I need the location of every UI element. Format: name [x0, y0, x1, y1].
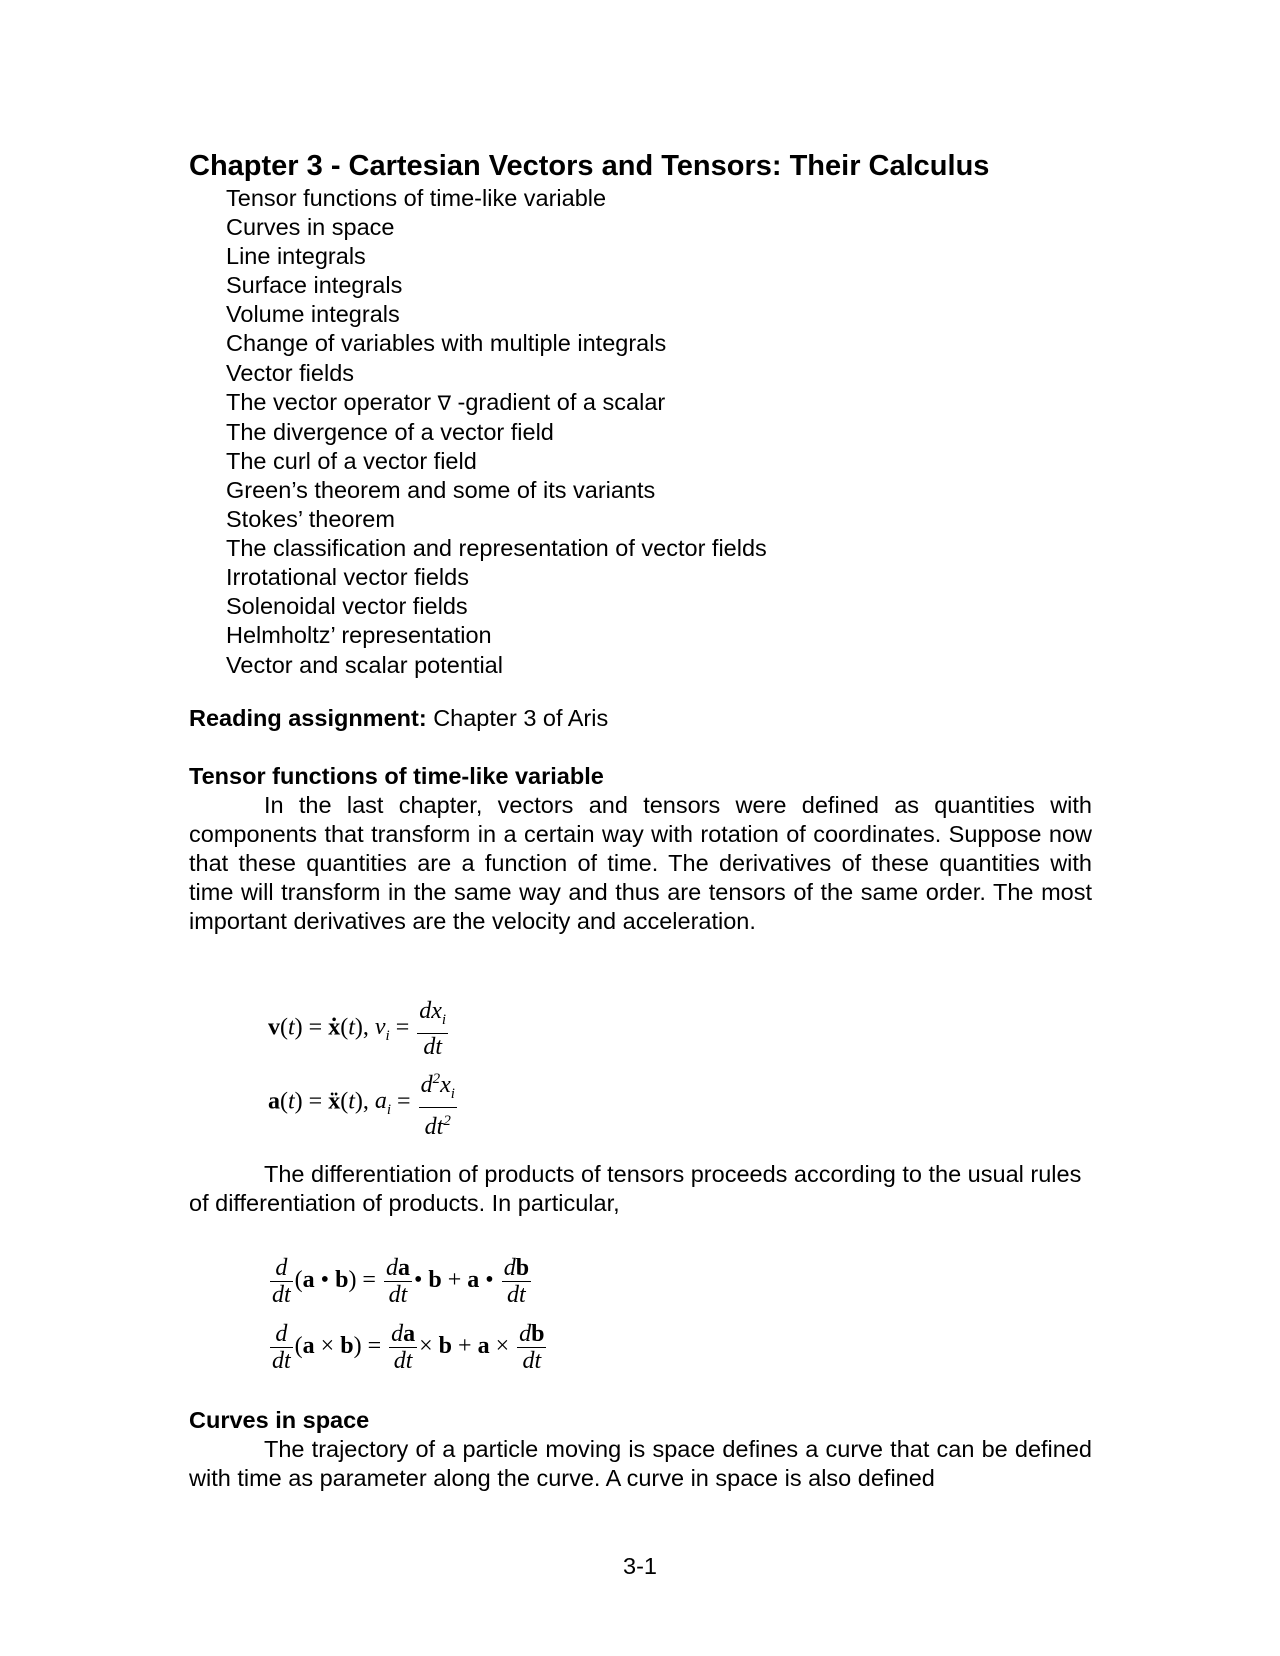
toc-item: Vector fields: [226, 359, 355, 386]
toc-item-gradient: [226, 388, 767, 418]
paragraph: In the last chapter, vectors and tensors were defined as quantities with components that transform in a certain way with rotation of coordinates. Suppose now that these quantities are a function of time. The derivatives of these quantities with time will transform in the same way and thus are tensors of the same order. The most important derivatives are the velocity and acceleration.: [189, 792, 1092, 934]
toc-item: The divergence of a vector field: [226, 418, 554, 445]
reading-label: Reading assignment:: [189, 705, 427, 731]
toc-item: Solenoidal vector fields: [226, 593, 468, 620]
toc-item: The curl of a vector field: [226, 447, 477, 474]
section-heading: Tensor functions of time-like variable: [189, 763, 604, 789]
toc-item: Line integrals: [226, 243, 366, 270]
chapter-title: Chapter 3 - Cartesian Vectors and Tensors: Their Calculus: [189, 150, 990, 182]
toc-item: Helmholtz’ representation: [226, 622, 492, 649]
reading-text: Chapter 3 of Aris: [433, 705, 609, 731]
reading-assignment: [189, 704, 608, 733]
toc-item: Surface integrals: [226, 272, 403, 299]
toc-item-suffix: -gradient of a scalar: [457, 388, 666, 415]
dot-product-rule-equation: $\frac{d}{dt}$ (a • b) = $\frac{da}{dt}$ • b + a • $\frac{db}{dt}$: [272, 1254, 530, 1308]
toc-item: Volume integrals: [226, 301, 400, 328]
toc-item: Curves in space: [226, 214, 395, 241]
toc-item: Green’s theorem and some of its variants: [226, 476, 656, 503]
paragraph: The differentiation of products of tensors proceeds according to the usual rules of differentiation of products. In particular,: [189, 1161, 1082, 1216]
page-number: 3-1: [623, 1553, 657, 1579]
toc-item: Stokes’ theorem: [226, 506, 395, 533]
cross-product-rule-equation: $\frac{d}{dt}$ (a × b) = $\frac{da}{dt}$ × b + a × $\frac{db}{dt}$: [272, 1320, 545, 1374]
acceleration-equation: a(t) = ẍ(t), $a_i$ = $\frac{d^2x_i}{dt^2}$: [268, 1066, 459, 1128]
table-of-contents: [226, 184, 767, 680]
toc-item-label: The vector operator: [226, 388, 432, 415]
toc-item: Tensor functions of time-like variable: [226, 185, 607, 211]
velocity-equation: v(t) = ẋ(t), $v_i$ = $\frac{dx_i}{dt}$: [268, 998, 447, 1060]
section-heading: Curves in space: [189, 1407, 370, 1433]
nabla-symbol: ∇: [437, 390, 451, 415]
toc-item: Change of variables with multiple integrals: [226, 330, 667, 357]
paragraph: The trajectory of a particle moving is space defines a curve that can be defined with time as parameter along the curve. A curve in space is also defined: [189, 1436, 1092, 1491]
toc-item: Vector and scalar potential: [226, 651, 503, 678]
toc-item: Irrotational vector fields: [226, 564, 469, 591]
toc-item: The classification and representation of vector fields: [226, 535, 767, 562]
